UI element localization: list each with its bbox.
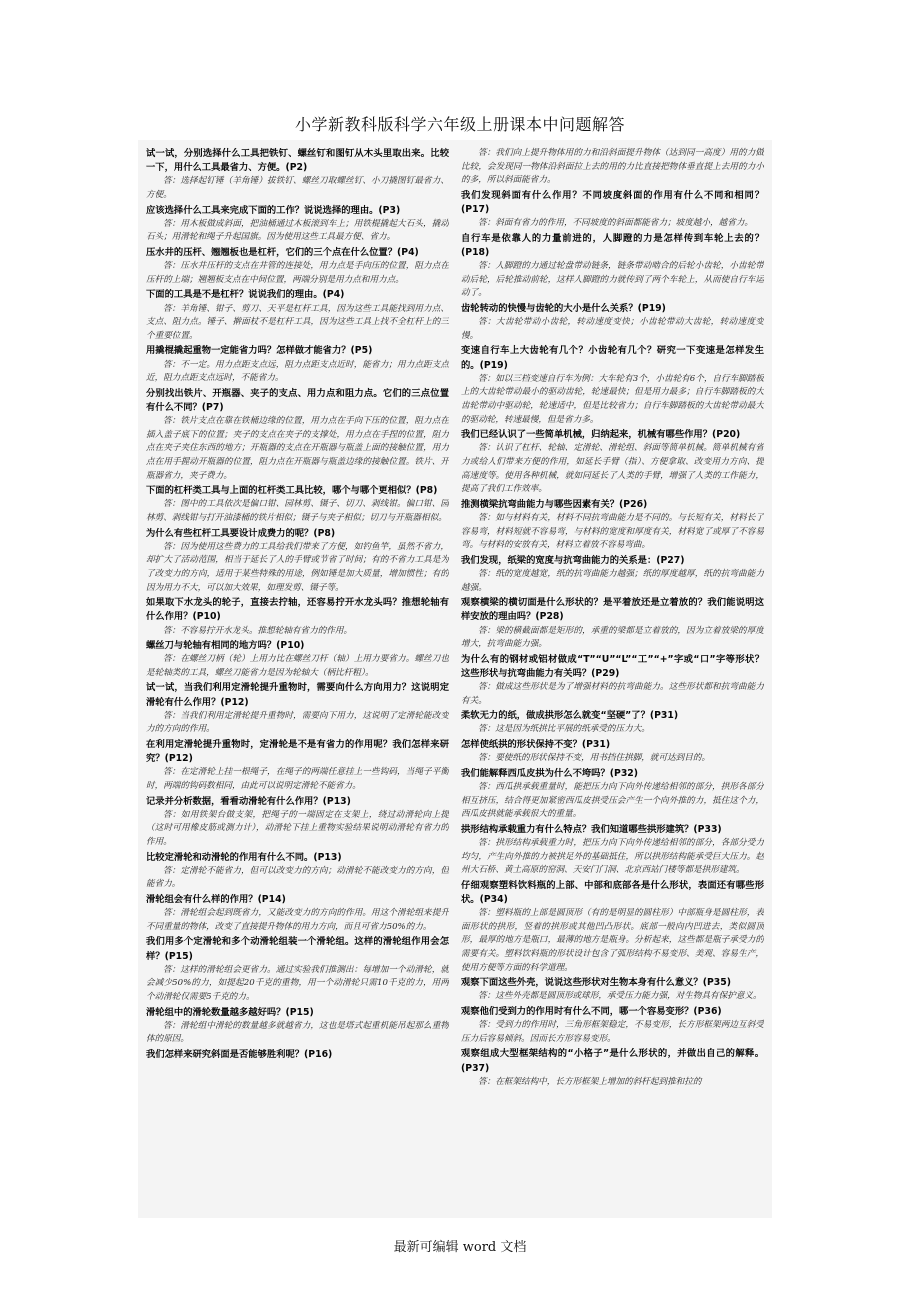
question-text: 观察组成大型框架结构的“小格子”是什么形状的，并做出自己的解释。(P37) (461, 1048, 764, 1074)
answer-text: 答：这样的滑轮组会更省力。通过实验我们推测出：每增加一个动滑轮，就会减少50%的力，如提起20千克的重物，用一个动滑轮只需10千克的力，用两个动滑轮仅需要5千克的力。 (146, 964, 449, 1003)
answer-text: 答：做成这些形状是为了增强材料的抗弯曲能力。这些形状都和抗弯曲能力有关。 (461, 682, 764, 706)
answer-text: 答：如与材料有关，材料不同抗弯曲能力是不同的。与长短有关，材料长了容易弯，材料短就不容易弯，与材料的宽度和厚度有关，材料宽了或厚了不容易弯。与材料的安放有关，材料立着放不容易弯曲。 (461, 512, 764, 551)
question-text: 如果取下水龙头的轮子，直接去拧轴，还容易拧开水龙头吗？推想轮轴有什么作用？(P10) (146, 597, 449, 623)
answer-text: 答：图中的工具依次是偏口钳、园林剪、镊子、切刀、剥线钳。偏口钳、园林剪、剥线钳与打开油漆桶的铁片相似；镊子与夹子相似；切刀与开瓶器相似。 (146, 499, 449, 523)
question-text: 比较定滑轮和动滑轮的作用有什么不同。(P13) (146, 851, 342, 863)
answer-text: 答：这些外壳都是圆顶形或球形，承受压力能力强，对生物具有保护意义。 (478, 991, 762, 1002)
question-text: 我们怎样来研究斜面是否能够胜利呢？(P16) (146, 1049, 333, 1061)
question-text: 我们能解释西瓜皮拱为什么不垮吗？(P32) (461, 767, 638, 779)
answer-text: 答：在框架结构中，长方形框架上增加的斜杆起到推和拉的 (478, 1076, 702, 1087)
question-text: 观察横梁的横切面是什么形状的？是平着放还是立着放的？我们能说明这样安放的理由吗？(P28) (461, 597, 764, 623)
answer-text: 答：大齿轮带动小齿轮，转动速度变快；小齿轮带动大齿轮，转动速度变慢。 (461, 317, 764, 341)
answer-text: 答：这是因为纸拱比平展的纸承受的压力大。 (478, 724, 650, 735)
answer-text: 答：定滑轮不能省力，但可以改变力的方向；动滑轮不能改变力的方向，但能省力。 (146, 865, 449, 890)
question-text: 记录并分析数据，看看动滑轮有什么作用？(P13) (146, 795, 351, 807)
question-text: 观察他们受到力的作用时有什么不同，哪一个容易变形？(P36) (461, 1006, 722, 1018)
question-text: 怎样使纸拱的形状保持不变？(P31) (461, 739, 611, 751)
answer-text: 答：塑料瓶的上部是圆顶形（有的是明显的圆柱形）中部瓶身是圆柱形，表面形状的拱形，竖着的拱形或其他凹凸形状。底部一般向内凹进去，类似圆顶形，最厚的地方是瓶口，最薄的地方是瓶身。分析起来，这些都是瓶子承受力的需要有关。塑料饮料瓶的形状设计包含了弧形结构不易变形、美观、容易生产，使用方便等方面的科学道理。 (461, 908, 764, 973)
question-text: 滑轮组中的滑轮数量越多越好吗？(P15) (146, 1006, 314, 1018)
answer-text: 答：如以三档变速自行车为例：大车轮有3个，小齿轮有6个，自行车脚踏板上的大齿轮带动最小的驱动齿轮，轮速最快；但是用力最多；自行车脚踏板的大齿轮带动中驱动轮，轮速适中，但是比较省力；自行车脚踏板的大齿轮带动最大的驱动轮，转速最慢，但是省力多。 (461, 373, 764, 425)
answer-text: 答：在螺丝刀柄（轮）上用力比在螺丝刀杆（轴）上用力要省力。螺丝刀也是轮轴类的工具，螺丝刀能省力是因为轮轴大（柄比杆粗）。 (146, 654, 449, 678)
question-text: 下面的杠杆类工具与上面的杠杆类工具比较，哪个与哪个更相似？(P8) (146, 485, 438, 497)
question-text: 试一试，当我们利用定滑轮提升重物时，需要向什么方向用力？这说明定滑轮有什么作用？(P12) (146, 682, 449, 708)
answer-text: 答：压水井压杆的支点在井管的连接处，用力点是手向压的位置，阻力点在压杆的上端；翘翘板支点在中间位置，两端分别是用力点和用力点。 (146, 261, 449, 285)
answer-text: 答：羊角锤、钳子、剪刀、天平是杠杆工具，因为这些工具能找到用力点、支点、阻力点。锤子、擀面杖不是杠杆工具，因为这些工具上找不全杠杆上的三个重要位置。 (146, 303, 449, 341)
question-text: 我们已经认识了一些简单机械，归纳起来，机械有哪些作用？(P20) (461, 429, 741, 441)
question-text: 分别找出铁片、开瓶器、夹子的支点、用力点和阻力点。它们的三点位置有什么不同？(P7) (146, 387, 449, 413)
answer-text: 答：拱形结构承载重力时，把压力向下向外传递给相邻的部分，各部分受力均匀，产生向外推的力被拱足外的基础抵住，所以拱形结构能承受巨大压力。赵州大石桥、黄土高原的窑洞、天安门门洞、北京西站门楼等都是拱形建筑。 (461, 838, 764, 876)
question-text: 我们发现斜面有什么作用？不同坡度斜面的作用有什么不同和相同？(P17) (461, 189, 764, 215)
answer-text: 答：我们向上提升物体用的力和沿斜面提升物体（达到同一高度）用的力做比较，会发现同一物体沿斜面拉上去的用的力比直接把物体垂直提上去用的力小的多，所以斜面能省力。 (461, 148, 764, 186)
question-text: 滑轮组会有什么样的作用？(P14) (146, 894, 286, 906)
question-text: 变速自行车上大齿轮有几个？小齿轮有几个？研究一下变速是怎样发生的。(P19) (461, 345, 764, 371)
answer-text: 答：用木板做成斜面，把油桶通过木板滚到车上；用铁棍撬起大石头，撬动石头；用滑轮和绳子升起国旗。因为使用这些工具最方便、省力。 (146, 218, 449, 243)
answer-text: 答：斜面有省力的作用，不同坡度的斜面都能省力；坡度越小，越省力。 (478, 218, 754, 229)
answer-text: 答：人脚蹬的力通过轮盘带动链条，链条带动啮合的后轮小齿轮，小齿轮带动后轮，后轮推动前轮，这样人脚蹬的力就传到了两个车轮上，从而使自行车运动了。 (461, 261, 764, 299)
answer-text: 答：受到力的作用时，三角形框架稳定，不易变形，长方形框架两边互斜受压力后容易倾斜。因而长方形容易变形。 (461, 1020, 764, 1044)
question-text: 下面的工具是不是杠杆？说说我们的理由。(P4) (146, 289, 345, 301)
left-column (146, 147, 449, 1214)
question-text: 螺丝刀与轮轴有相同的地方吗？(P10) (146, 640, 305, 652)
answer-text: 答：铁片支点在靠在铁桶边缘的位置，用力点在手向下压的位置，阻力点在插入盖子底下的位置；夹子的支点在夹子的支撑处，用力点在手捏的位置，阻力点在夹子夹住东西的地方；开瓶器的支点在开瓶器与瓶盖上面的接触位置，用力点在用手握动开瓶器的位置，阻力点在开瓶器与瓶盖边缘的接触位置。铁片、开瓶器省力，夹子费力。 (146, 416, 449, 481)
question-text: 观察下面这些外壳，说说这些形状对生物本身有什么意义？(P35) (461, 977, 731, 989)
answer-text: 答：要使纸的形状保持不变，用书挡住拱脚，就可达到目的。 (478, 753, 711, 764)
page-title: 小学新教科版科学六年级上册课本中问题解答 (294, 115, 625, 134)
question-text: 推测横梁抗弯曲能力与哪些因素有关？(P26) (461, 498, 648, 510)
answer-text: 答：滑轮组中滑轮的数量越多就越省力，这也是塔式起重机能吊起那么重物体的原因。 (146, 1020, 449, 1045)
question-text: 用撬棍撬起重物一定能省力吗？怎样做才能省力？(P5) (146, 345, 373, 357)
question-text: 我们用多个定滑轮和多个动滑轮组装一个滑轮组。这样的滑轮组作用会怎样？(P15) (146, 936, 449, 962)
scanned-document (138, 140, 772, 1218)
answer-text: 答：认识了杠杆、轮轴、定滑轮、滑轮组、斜面等简单机械。简单机械有省力或给人们带来方便的作用，如延长手臂（指）、方便拿取、改变用力方向、提高速度等。使用各种机械，就如同延长了人类的手臂，增强了人类的工作能力，提高了我们工作效率。 (461, 443, 764, 495)
answer-text: 答：纸的宽度越宽，纸的抗弯曲能力越强；纸的厚度越厚，纸的抗弯曲能力越强。 (461, 568, 764, 593)
answer-text: 答：因为使用这些费力的工具给我们带来了方便，如钓鱼竿，虽然不省力，却扩大了活动范围，相当于延长了人的手臂或节省了时间；有的不省力工具是为了改变力的方向，适用于某些特殊的用途，例如锤是加大质量，增加惯性；有的因为用力不大，可以加大效果，如理发剪、镊子等。 (146, 541, 449, 593)
answer-text: 答：西瓜拱承载重量时，能把压力向下向外传递给相邻的部分，拱形各部分相互挤压，结合得更加紧密西瓜皮拱受压会产生一个向外推的力，抵住这个力，西瓜皮拱就能承载很大的重量。 (461, 782, 764, 820)
answer-text: 答：不容易拧开水龙头。推想轮轴有省力的作用。 (163, 625, 353, 636)
answer-text: 答：如用铁架台做支架，把绳子的一端固定在支架上，绕过动滑轮向上提（这时可用橡皮筋或测力计），动滑轮下挂上重物实验结果说明动滑轮有省力的作用。 (146, 809, 449, 848)
question-text: 为什么有些杠杆工具要设计成费力的呢？(P8) (146, 527, 336, 539)
question-text: 压水井的压杆、翘翘板也是杠杆，它们的三个点在什么位置？(P4) (146, 246, 419, 258)
question-text: 仔细观察塑料饮料瓶的上部、中部和底部各是什么形状，表面还有哪些形状。(P34) (461, 879, 764, 906)
question-text: 自行车是依靠人的力量前进的，人脚蹬的力是怎样传到车轮上去的？(P18) (461, 232, 764, 258)
page-footer: 最新可编辑 word 文档 (393, 1240, 527, 1255)
question-text: 试一试，分别选择什么工具把铁钉、螺丝钉和图钉从木头里取出来。比较一下，用什么工具最省力、方便。(P2) (146, 148, 449, 174)
answer-text: 答：当我们利用定滑轮提升重物时，需要向下用力，这说明了定滑轮能改变力的方向的作用。 (146, 710, 449, 735)
question-text: 我们发现，纸梁的宽度与抗弯曲能力的关系是：(P27) (461, 554, 685, 566)
answer-text: 答：选择起钉锤（羊角锤）拔铁钉、螺丝刀取螺丝钉、小刀撬图钉最省力、方便。 (146, 176, 449, 200)
question-text: 在利用定滑轮提升重物时，定滑轮是不是有省力的作用呢？我们怎样来研究？(P12) (146, 739, 449, 765)
question-text: 柔软无力的纸，做成拱形怎么就变“坚硬”了？(P31) (461, 710, 679, 722)
answer-text: 答：梁的横截面都是矩形的，承重的梁都是立着放的，因为立着放梁的厚度增大，抗弯曲能力强。 (461, 625, 764, 650)
answer-text: 答：在定滑轮上挂一根绳子，在绳子的两端任意挂上一些钩码，当绳子平衡时，两端的钩码数相同，由此可以说明定滑轮不能省力。 (146, 767, 449, 792)
question-text: 齿轮转动的快慢与齿轮的大小是什么关系？(P19) (461, 302, 666, 314)
answer-text: 答：不一定。用力点距支点远，阻力点距支点近时，能省力；用力点距支点近，阻力点距支点远时，不能省力。 (146, 359, 449, 384)
question-text: 应该选择什么工具来完成下面的工作？说说选择的理由。(P3) (146, 204, 401, 216)
right-column (461, 147, 764, 1214)
answer-text: 答：滑轮组会起到既省力，又能改变力的方向的作用。用这个滑轮组来提升不同重量的物体，改变了直接提升物体的用力方向，而且可省力50%的力。 (146, 908, 449, 932)
question-text: 拱形结构承载重力有什么特点？我们知道哪些拱形建筑？(P33) (461, 823, 722, 835)
question-text: 为什么有的钢材或铝材做成“T”“U”“L”“工”“+”字或“口”字等形状？这些形状与抗弯曲能力有关吗？(P29) (461, 653, 764, 679)
